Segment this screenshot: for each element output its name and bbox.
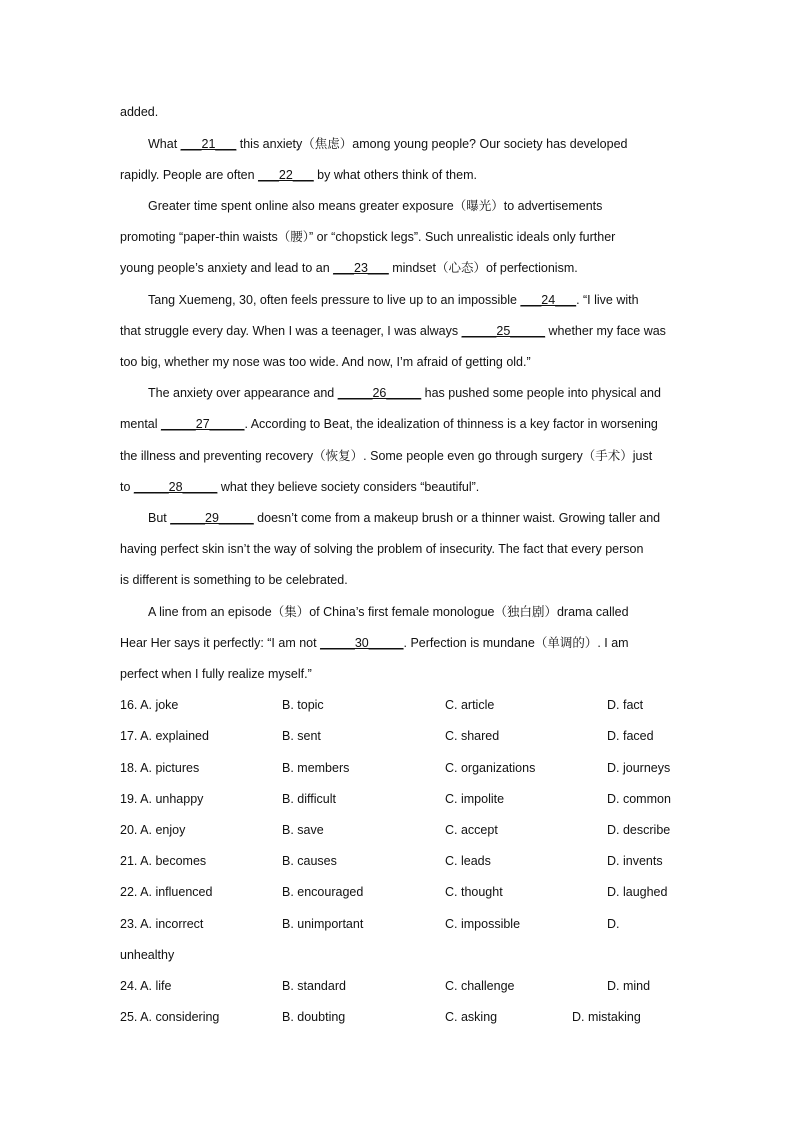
text: But xyxy=(148,511,171,525)
text: the illness and preventing recovery（恢复）. Some people even go through surgery（手术）just xyxy=(120,449,653,463)
passage-line xyxy=(148,292,639,308)
option-a: 23. A. incorrect xyxy=(120,917,204,931)
passage-line xyxy=(120,260,578,276)
text: . Perfection is mundane（单调的）. I am xyxy=(403,636,629,650)
option-b: B. save xyxy=(282,823,324,837)
text: this anxiety（焦虑）among young people? Our society has developed xyxy=(236,137,628,151)
text: that struggle every day. When I was a teenager, I was always xyxy=(120,324,462,338)
passage-line xyxy=(120,479,479,495)
option-d: D. xyxy=(607,917,620,931)
blank-30: _____30_____ xyxy=(320,636,404,650)
option-d: D. fact xyxy=(607,698,644,712)
passage-line xyxy=(148,604,629,620)
passage-line xyxy=(148,385,661,401)
blank-23: ___23___ xyxy=(333,261,389,275)
blank-27: _____27_____ xyxy=(161,417,245,431)
option-c: C. accept xyxy=(445,823,498,837)
option-c: C. article xyxy=(445,698,495,712)
option-d: D. mind xyxy=(607,979,651,993)
option-b: B. topic xyxy=(282,698,324,712)
text: Tang Xuemeng, 30, often feels pressure to live up to an impossible xyxy=(148,293,521,307)
passage-line xyxy=(148,198,602,214)
text: A line from an episode（集）of China’s first female monologue（独白剧）drama called xyxy=(148,605,629,619)
option-b: B. members xyxy=(282,761,350,775)
option-d: D. describe xyxy=(607,823,671,837)
passage-line xyxy=(120,572,348,588)
option-c: C. shared xyxy=(445,729,500,743)
text: perfect when I fully realize myself.” xyxy=(120,667,312,681)
option-c: C. thought xyxy=(445,885,503,899)
option-b: B. sent xyxy=(282,729,321,743)
blank-22: ___22___ xyxy=(258,168,314,182)
text: mindset（心态）of perfectionism. xyxy=(388,261,578,275)
option-d: D. common xyxy=(607,792,671,806)
option-a: 20. A. enjoy xyxy=(120,823,186,837)
text: Hear Her says it perfectly: “I am not xyxy=(120,636,321,650)
text: promoting “paper-thin waists（腰）” or “chopstick legs”. Such unrealistic ideals only further xyxy=(120,230,616,244)
text: what they believe society considers “beautiful”. xyxy=(217,480,480,494)
option-c: C. leads xyxy=(445,854,491,868)
option-d-wrap: unhealthy xyxy=(120,948,175,962)
option-b: B. standard xyxy=(282,979,346,993)
option-a: 16. A. joke xyxy=(120,698,179,712)
blank-25: _____25_____ xyxy=(461,324,546,338)
text: has pushed some people into physical and xyxy=(421,386,661,400)
passage-line xyxy=(120,448,652,464)
text: too big, whether my nose was too wide. And now, I’m afraid of getting old.” xyxy=(120,355,531,369)
text: . According to Beat, the idealization of thinness is a key factor in worsening xyxy=(244,417,658,431)
option-c: C. challenge xyxy=(445,979,515,993)
blank-29: _____29_____ xyxy=(170,511,254,525)
passage-line xyxy=(120,229,615,245)
option-a: 24. A. life xyxy=(120,979,172,993)
text: whether my face was xyxy=(545,324,666,338)
text: doesn’t come from a makeup brush or a thinner waist. Growing taller and xyxy=(253,511,661,525)
option-a: 19. A. unhappy xyxy=(120,792,204,806)
option-a: 25. A. considering xyxy=(120,1010,220,1024)
option-d: D. journeys xyxy=(607,761,671,775)
passage-line xyxy=(120,167,477,183)
text: What xyxy=(148,137,181,151)
blank-24: ___24___ xyxy=(520,293,577,307)
text: having perfect skin isn’t the way of solving the problem of insecurity. The fact that every person xyxy=(120,542,644,556)
option-d: D. invents xyxy=(607,854,663,868)
option-c: C. impossible xyxy=(445,917,521,931)
option-d: D. faced xyxy=(607,729,654,743)
option-a: 22. A. influenced xyxy=(120,885,213,899)
option-a: 18. A. pictures xyxy=(120,761,200,775)
option-b: B. causes xyxy=(282,854,337,868)
text: mental xyxy=(120,417,161,431)
text: by what others think of them. xyxy=(313,168,477,182)
text: . “I live with xyxy=(576,293,639,307)
passage-line xyxy=(120,104,158,120)
option-d: D. laughed xyxy=(607,885,668,899)
option-d: D. mistaking xyxy=(572,1010,641,1024)
option-c: C. organizations xyxy=(445,761,536,775)
text: added. xyxy=(120,105,159,119)
passage-line xyxy=(148,510,660,526)
text: Greater time spent online also means greater exposure（曝光）to advertisements xyxy=(148,199,603,213)
blank-26: _____26_____ xyxy=(337,386,422,400)
passage-line xyxy=(120,666,312,682)
passage-line xyxy=(120,354,531,370)
passage-line xyxy=(120,323,666,339)
option-b: B. unimportant xyxy=(282,917,364,931)
text: is different is something to be celebrated. xyxy=(120,573,348,587)
text: The anxiety over appearance and xyxy=(148,386,338,400)
passage-line xyxy=(148,136,627,152)
option-c: C. asking xyxy=(445,1010,498,1024)
option-c: C. impolite xyxy=(445,792,505,806)
text: young people’s anxiety and lead to an xyxy=(120,261,334,275)
option-b: B. difficult xyxy=(282,792,336,806)
blank-28: _____28_____ xyxy=(133,480,218,494)
passage-line xyxy=(120,635,629,651)
text: rapidly. People are often xyxy=(120,168,259,182)
blank-21: ___21___ xyxy=(180,137,237,151)
option-a: 21. A. becomes xyxy=(120,854,207,868)
option-b: B. encouraged xyxy=(282,885,364,899)
text: to xyxy=(120,480,134,494)
passage-line xyxy=(120,416,658,432)
passage-line xyxy=(120,541,643,557)
option-b: B. doubting xyxy=(282,1010,346,1024)
option-a: 17. A. explained xyxy=(120,729,209,743)
